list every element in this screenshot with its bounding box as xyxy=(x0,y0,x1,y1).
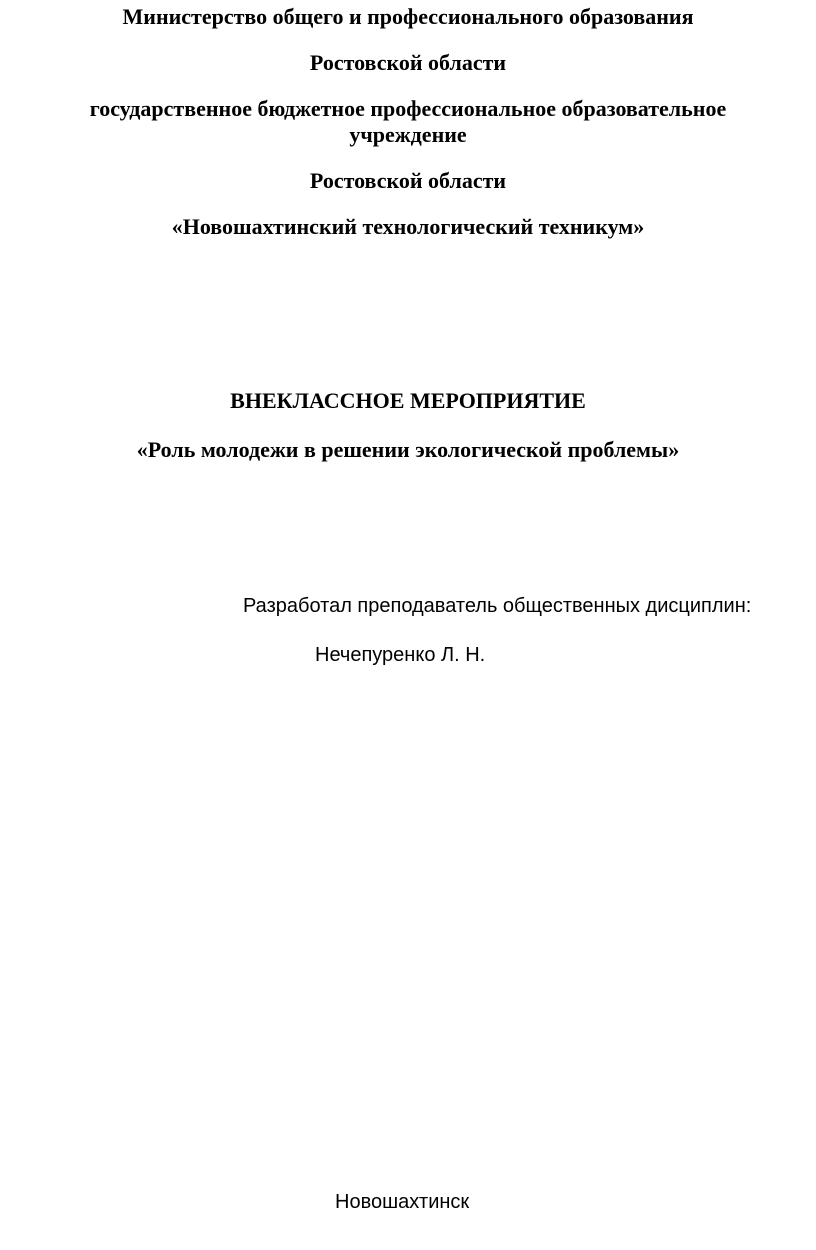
institution-name-heading: «Новошахтинский технологический техникум» xyxy=(171,214,645,239)
ministry-heading: Министерство общего и профессионального образования xyxy=(122,4,694,29)
author-name-text: Нечепуренко Л. Н. xyxy=(315,644,486,666)
institution-region-heading: Ростовской области xyxy=(309,168,507,193)
event-title: «Роль молодежи в решении экологической проблемы» xyxy=(136,437,680,462)
institution-type-heading: государственное бюджетное профессиональное образовательное учреждение xyxy=(89,96,727,147)
city-text: Новошахтинск xyxy=(335,1191,470,1213)
event-type-heading: ВНЕКЛАССНОЕ МЕРОПРИЯТИЕ xyxy=(230,388,586,413)
author-role-text: Разработал преподаватель общественных дисциплин: xyxy=(243,595,752,617)
region-heading: Ростовской области xyxy=(309,50,507,75)
